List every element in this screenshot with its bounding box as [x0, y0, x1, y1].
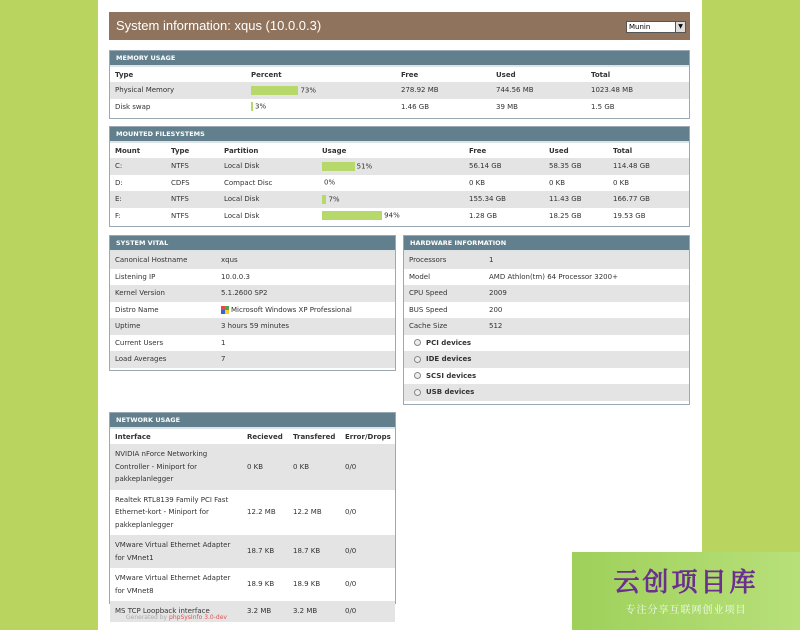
table-row: [110, 490, 395, 536]
column-header: Used: [491, 67, 586, 82]
usage-percent: 73%: [300, 86, 316, 95]
vital-label: Canonical Hostname: [110, 252, 216, 269]
network-panel-title: NETWORK USAGE: [110, 413, 395, 429]
table-row: [404, 318, 689, 335]
hw-value: 512: [484, 318, 689, 335]
column-header: Usage: [317, 143, 464, 158]
vital-panel: [109, 235, 396, 371]
column-header: Type: [110, 67, 246, 82]
fs-mount: D:: [115, 178, 123, 187]
fs-mount: E:: [110, 191, 166, 208]
fs-type: NTFS: [166, 191, 219, 208]
filesystems-panel-title: MOUNTED FILESYSTEMS: [110, 127, 689, 143]
usage-bar: [322, 162, 355, 171]
fs-free: 1.28 GB: [469, 211, 498, 220]
usage-cell: [246, 99, 396, 116]
memory-panel-title: MEMORY USAGE: [110, 51, 689, 67]
vital-value: 7: [216, 351, 395, 368]
device-group-label[interactable]: PCI devices: [426, 338, 472, 347]
net-interface: Realtek RTL8139 Family PCI Fast Ethernet-kort - Miniport for pakkeplanlegger: [115, 495, 229, 529]
memory-used: 744.56 MB: [491, 82, 586, 99]
usage-cell: [317, 208, 464, 225]
hardware-panel: [403, 235, 690, 405]
memory-type: Physical Memory: [110, 82, 246, 99]
net-interface: NVIDIA nForce Networking Controller - Miniport for pakkeplanlegger: [110, 444, 242, 490]
theme-select[interactable]: [626, 21, 686, 33]
vital-label: Kernel Version: [110, 285, 216, 302]
net-interface: VMware Virtual Ethernet Adapter for VMnet8: [115, 574, 231, 595]
usage-bar: [322, 195, 326, 204]
vital-label: Current Users: [115, 338, 164, 347]
fs-type: NTFS: [166, 158, 219, 175]
vital-label: Load Averages: [110, 351, 216, 368]
usage-bar: [251, 86, 298, 95]
chevron-down-icon[interactable]: ▼: [675, 22, 685, 32]
column-header: Percent: [246, 67, 396, 82]
table-row: [404, 285, 689, 302]
column-header: Partition: [219, 143, 317, 158]
hw-label: Model: [409, 272, 431, 281]
column-header: Transfered: [288, 429, 340, 444]
table-row: [404, 252, 689, 269]
usage-percent: 0%: [324, 178, 336, 187]
column-header: Error/Drops: [340, 429, 395, 444]
column-header: Type: [166, 143, 219, 158]
footer-prefix: Generated by: [126, 614, 168, 621]
vital-value: xqus: [216, 252, 395, 269]
windows-logo-icon: [221, 306, 229, 314]
memory-free: 278.92 MB: [396, 82, 491, 99]
net-errors: 0/0: [340, 444, 395, 490]
fs-used: 18.25 GB: [549, 211, 582, 220]
net-received: 12.2 MB: [247, 508, 276, 516]
memory-total: 1023.48 MB: [586, 82, 689, 99]
table-row: [110, 335, 395, 352]
table-row: [110, 285, 395, 302]
fs-partition: Local Disk: [219, 191, 317, 208]
net-interface: VMware Virtual Ethernet Adapter for VMnet1: [110, 535, 242, 568]
device-group-label[interactable]: USB devices: [426, 388, 475, 397]
column-header: Interface: [110, 429, 242, 444]
fs-total: 0 KB: [613, 178, 630, 187]
filesystems-table: [110, 143, 689, 224]
table-row: [110, 568, 395, 601]
usage-bar: [322, 211, 382, 220]
vital-value: Microsoft Windows XP Professional: [231, 305, 352, 314]
table-row: [110, 351, 395, 368]
fs-total: 166.77 GB: [608, 191, 689, 208]
column-header: Total: [586, 67, 689, 82]
fs-partition: Local Disk: [219, 158, 317, 175]
memory-total: 1.5 GB: [591, 102, 615, 111]
memory-used: 39 MB: [496, 102, 518, 111]
table-row: [110, 208, 689, 225]
watermark: [572, 552, 800, 630]
fs-type: CDFS: [171, 178, 190, 187]
hardware-panel-title: HARDWARE INFORMATION: [404, 236, 689, 252]
network-table: [110, 429, 395, 622]
vital-label: Listening IP: [115, 272, 156, 281]
vital-value: 3 hours 59 minutes: [216, 318, 395, 335]
footer: [126, 614, 227, 621]
watermark-subtitle: 专注分享互联网创业项目: [625, 605, 747, 616]
usage-percent: 7%: [328, 195, 340, 204]
device-group-pci[interactable]: [404, 335, 689, 352]
expand-bullet-icon[interactable]: [414, 372, 421, 379]
net-transfered: 3.2 MB: [288, 601, 340, 622]
table-row: [110, 82, 689, 99]
device-group-ide[interactable]: [404, 351, 689, 368]
device-group-scsi[interactable]: [404, 368, 689, 385]
table-row: [110, 444, 395, 490]
device-group-usb[interactable]: [404, 384, 689, 401]
hw-label: Cache Size: [404, 318, 484, 335]
net-errors: 0/0: [345, 580, 357, 589]
net-transfered: 12.2 MB: [293, 508, 322, 516]
filesystems-panel: [109, 126, 690, 227]
usage-percent: 51%: [356, 162, 373, 171]
page: [98, 0, 702, 630]
fs-mount: F:: [115, 211, 121, 220]
net-received: 0 KB: [242, 444, 288, 490]
vital-label: Distro Name: [115, 305, 159, 314]
memory-panel: [109, 50, 690, 119]
table-row: [404, 302, 689, 319]
fs-used: 0 KB: [549, 178, 566, 187]
fs-used: 58.35 GB: [544, 158, 608, 175]
expand-bullet-icon[interactable]: [414, 356, 421, 363]
fs-used: 11.43 GB: [544, 191, 608, 208]
fs-mount: C:: [110, 158, 166, 175]
table-row: [110, 99, 689, 116]
vital-value: 5.1.2600 SP2: [216, 285, 395, 302]
network-panel: [109, 412, 396, 615]
device-group-label[interactable]: SCSI devices: [426, 371, 477, 380]
net-transfered: 18.9 KB: [293, 580, 321, 589]
net-received: 18.9 KB: [247, 580, 275, 589]
column-header: Recieved: [242, 429, 288, 444]
net-received: 3.2 MB: [242, 601, 288, 622]
column-header: Total: [608, 143, 689, 158]
vital-value: 1: [221, 338, 226, 347]
expand-bullet-icon[interactable]: [414, 389, 421, 396]
theme-select-value: Munin: [629, 23, 651, 31]
column-header: Free: [464, 143, 544, 158]
column-header: Mount: [110, 143, 166, 158]
usage-percent: 3%: [255, 102, 267, 111]
fs-free: 155.34 GB: [464, 191, 544, 208]
hw-label: BUS Speed: [409, 305, 448, 314]
hw-value: 2009: [484, 285, 689, 302]
usage-cell: [317, 158, 464, 175]
hardware-table: [404, 252, 689, 401]
table-row: [110, 302, 395, 319]
title-bar: [109, 12, 690, 40]
expand-bullet-icon[interactable]: [414, 339, 421, 346]
net-errors: 0/0: [340, 535, 395, 568]
usage-cell: [246, 82, 396, 99]
net-errors: 0/0: [340, 601, 395, 622]
net-received: 18.7 KB: [242, 535, 288, 568]
net-transfered: 0 KB: [288, 444, 340, 490]
table-row: [110, 191, 689, 208]
fs-partition: Local Disk: [224, 211, 260, 220]
memory-type: Disk swap: [115, 102, 151, 111]
hw-value: 1: [484, 252, 689, 269]
usage-cell: [317, 191, 464, 208]
hw-value: AMD Athlon(tm) 64 Processor 3200+: [489, 272, 618, 281]
usage-percent: 94%: [384, 211, 400, 220]
column-header: Used: [544, 143, 608, 158]
table-row: [110, 318, 395, 335]
page-title: System information: xqus (10.0.0.3): [116, 18, 322, 33]
vital-label: Uptime: [110, 318, 216, 335]
memory-free: 1.46 GB: [401, 102, 430, 111]
fs-free: 0 KB: [469, 178, 486, 187]
table-row: [110, 158, 689, 175]
usage-cell: [317, 175, 464, 192]
hw-label: CPU Speed: [404, 285, 484, 302]
fs-free: 56.14 GB: [464, 158, 544, 175]
usage-bar: [251, 102, 253, 111]
device-group-label[interactable]: IDE devices: [426, 355, 472, 364]
fs-partition: Compact Disc: [224, 178, 273, 187]
watermark-title: 云创项目库: [613, 568, 759, 598]
footer-link[interactable]: phpSysInfo 3.0-dev: [169, 614, 227, 621]
fs-total: 114.48 GB: [608, 158, 689, 175]
table-row: [110, 175, 689, 192]
net-errors: 0/0: [345, 508, 357, 516]
vital-panel-title: SYSTEM VITAL: [110, 236, 395, 252]
table-row: [110, 252, 395, 269]
net-transfered: 18.7 KB: [288, 535, 340, 568]
vital-value: 10.0.0.3: [221, 272, 250, 281]
vital-table: [110, 252, 395, 368]
fs-total: 19.53 GB: [613, 211, 646, 220]
vital-value-cell: [216, 302, 395, 319]
column-header: Free: [396, 67, 491, 82]
hw-label: Processors: [404, 252, 484, 269]
memory-table: [110, 67, 689, 115]
net-interface: MS TCP Loopback interface: [110, 601, 242, 622]
hw-value: 200: [489, 305, 503, 314]
table-row: [110, 535, 395, 568]
table-row: [110, 269, 395, 286]
fs-type: NTFS: [171, 211, 189, 220]
table-row: [404, 269, 689, 286]
